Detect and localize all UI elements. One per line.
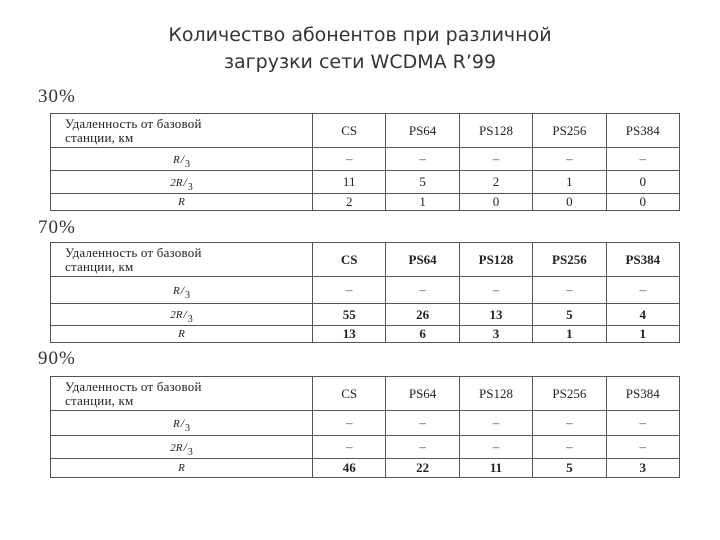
cell: – — [533, 411, 606, 436]
header-ps64: PS64 — [386, 377, 459, 411]
header-ps64: PS64 — [386, 243, 459, 277]
cell: – — [606, 277, 679, 304]
cell: 55 — [313, 304, 386, 326]
table-row — [51, 148, 680, 171]
cell: – — [313, 277, 386, 304]
header-ps384: PS384 — [606, 377, 679, 411]
table-load-70 — [50, 242, 680, 343]
distance-header — [51, 243, 313, 277]
distance-r-third: R/3 — [51, 411, 313, 436]
cell: – — [459, 148, 532, 171]
cell: – — [459, 411, 532, 436]
table-header-row — [51, 243, 680, 277]
cell: 5 — [533, 459, 606, 478]
cell: 6 — [386, 326, 459, 343]
cell: 1 — [533, 171, 606, 194]
cell: 0 — [533, 194, 606, 211]
header-ps384: PS384 — [606, 243, 679, 277]
distance-r: R — [51, 459, 313, 478]
distance-header-line1: Удаленность от базовой — [65, 115, 202, 131]
cell: 1 — [386, 194, 459, 211]
cell: 0 — [459, 194, 532, 211]
cell: – — [386, 277, 459, 304]
cell: 46 — [313, 459, 386, 478]
load-label-70: 70% — [38, 217, 76, 238]
table-header-row — [51, 114, 680, 148]
load-label-30: 30% — [38, 86, 76, 107]
title-line-2: загрузки сети WCDMA R’99 — [223, 51, 497, 73]
header-cs: CS — [313, 114, 386, 148]
cell: – — [533, 436, 606, 459]
cell: – — [386, 148, 459, 171]
table-row — [51, 436, 680, 459]
title-line-1: Количество абонентов при различной — [168, 24, 552, 46]
header-ps128: PS128 — [459, 114, 532, 148]
cell: 3 — [459, 326, 532, 343]
cell: 3 — [606, 459, 679, 478]
cell: 5 — [386, 171, 459, 194]
cell: 11 — [459, 459, 532, 478]
distance-header-line2: станции, км — [65, 392, 134, 408]
distance-header-line2: станции, км — [65, 258, 134, 274]
table-header-row — [51, 377, 680, 411]
cell: – — [606, 436, 679, 459]
cell: 22 — [386, 459, 459, 478]
cell: 13 — [459, 304, 532, 326]
header-ps256: PS256 — [533, 377, 606, 411]
cell: 2 — [313, 194, 386, 211]
header-cs: CS — [313, 377, 386, 411]
cell: – — [606, 148, 679, 171]
distance-r-third: R/3 — [51, 148, 313, 171]
cell: – — [533, 277, 606, 304]
cell: 0 — [606, 194, 679, 211]
distance-header-line1: Удаленность от базовой — [65, 378, 202, 394]
slide-title — [0, 22, 720, 76]
cell: – — [313, 148, 386, 171]
header-ps256: PS256 — [533, 114, 606, 148]
cell: – — [606, 411, 679, 436]
cell: – — [459, 436, 532, 459]
table-row — [51, 411, 680, 436]
distance-header — [51, 377, 313, 411]
cell: 5 — [533, 304, 606, 326]
cell: 2 — [459, 171, 532, 194]
distance-r: R — [51, 194, 313, 211]
header-ps384: PS384 — [606, 114, 679, 148]
distance-header-line1: Удаленность от базовой — [65, 244, 202, 260]
header-cs: CS — [313, 243, 386, 277]
cell: 1 — [606, 326, 679, 343]
table-row — [51, 304, 680, 326]
cell: – — [459, 277, 532, 304]
cell: – — [386, 411, 459, 436]
cell: – — [533, 148, 606, 171]
table-load-30 — [50, 113, 680, 211]
distance-r: R — [51, 326, 313, 343]
header-ps128: PS128 — [459, 243, 532, 277]
cell: 0 — [606, 171, 679, 194]
cell: 26 — [386, 304, 459, 326]
table-load-90 — [50, 376, 680, 478]
table-row — [51, 326, 680, 343]
cell: – — [313, 436, 386, 459]
table-row — [51, 459, 680, 478]
cell: – — [313, 411, 386, 436]
distance-header — [51, 114, 313, 148]
header-ps64: PS64 — [386, 114, 459, 148]
distance-header-line2: станции, км — [65, 129, 134, 145]
distance-2r-third: 2R/3 — [51, 171, 313, 194]
table-row — [51, 194, 680, 211]
table-row — [51, 277, 680, 304]
cell: 1 — [533, 326, 606, 343]
distance-2r-third: 2R/3 — [51, 304, 313, 326]
cell: 4 — [606, 304, 679, 326]
header-ps256: PS256 — [533, 243, 606, 277]
cell: 13 — [313, 326, 386, 343]
table-row — [51, 171, 680, 194]
distance-r-third: R/3 — [51, 277, 313, 304]
cell: 11 — [313, 171, 386, 194]
header-ps128: PS128 — [459, 377, 532, 411]
cell: – — [386, 436, 459, 459]
distance-2r-third: 2R/3 — [51, 436, 313, 459]
load-label-90: 90% — [38, 348, 76, 369]
